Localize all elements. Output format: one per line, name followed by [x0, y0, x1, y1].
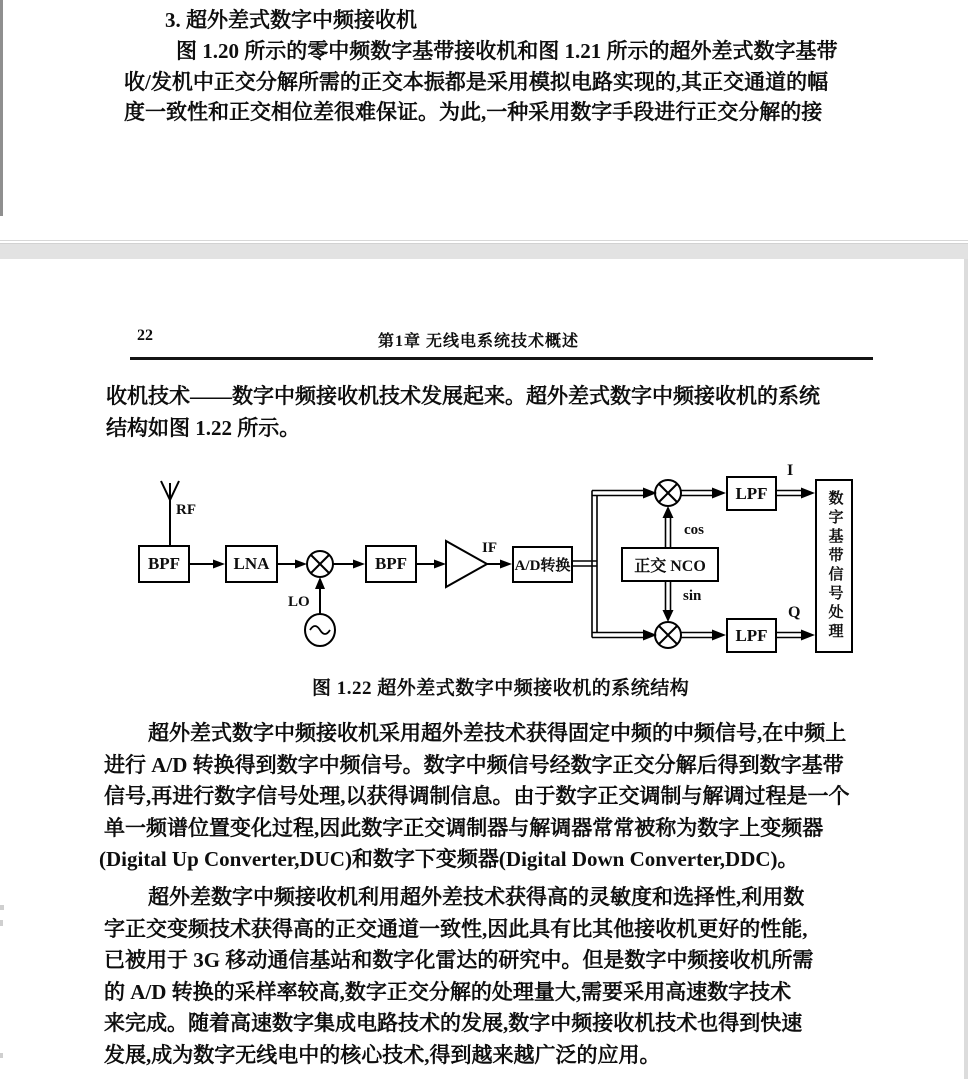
intro-paragraph: [106, 381, 886, 444]
oscillator-icon: [305, 614, 335, 646]
section-heading: 3. 超外差式数字中频接收机: [165, 8, 417, 32]
block-bpf-if: BPF: [365, 545, 417, 583]
figure-caption: 图 1.22 超外差式数字中频接收机的系统结构: [312, 678, 690, 699]
label-q: Q: [788, 604, 801, 621]
previous-page-text: [124, 5, 880, 128]
label-lo: LO: [288, 594, 310, 610]
mixer-icon: [655, 480, 681, 506]
previous-page-fragment: [0, 0, 968, 241]
scan-artifact: [0, 1053, 3, 1058]
body-line: 的 A/D 转换的采样率较高,数字正交分解的处理量大,需要采用高速数字技术: [104, 979, 792, 1004]
body-line: 信号,再进行数字信号处理,以获得调制信息。由于数字正交调制与解调过程是一个: [104, 784, 850, 808]
page-22: [0, 259, 968, 1079]
label-rf: RF: [176, 502, 196, 518]
header-rule: [130, 357, 873, 360]
block-quadrature-nco: 正交 NCO: [621, 547, 719, 582]
body-line: (Digital Up Converter,DUC)和数字下变频器(Digital Down Converter,DDC)。: [99, 847, 799, 871]
body-line: 超外差数字中频接收机利用超外差技术获得高的灵敏度和选择性,利用数: [148, 885, 805, 909]
block-adc: A/D转换: [512, 546, 573, 583]
page-number: 22: [137, 327, 153, 344]
dsp-vertical-label: 数字基带信号处理: [826, 490, 843, 642]
body-line: 结构如图 1.22 所示。: [106, 415, 301, 440]
paragraph: [104, 882, 886, 1071]
scan-artifact: [0, 920, 3, 926]
body-line: 超外差式数字中频接收机采用超外差技术获得固定中频的中频信号,在中频上: [148, 721, 847, 745]
scan-artifact: [0, 905, 4, 910]
block-bpf-rf: BPF: [138, 545, 190, 583]
body-line: 收/发机中正交分解所需的正交本振都是采用模拟电路实现的,其正交通道的幅: [124, 69, 829, 94]
block-digital-baseband-dsp: [815, 479, 853, 653]
page-edge-shadow: [964, 259, 968, 1079]
block-lpf-q: LPF: [726, 618, 777, 653]
amplifier-icon: [446, 541, 487, 587]
label-sin: sin: [683, 588, 702, 604]
body-line: 来完成。随着高速数字集成电路技术的发展,数字中频接收机技术也得到快速: [104, 1011, 803, 1035]
mixer-icon: [655, 622, 681, 648]
chapter-title: 第1章 无线电系统技术概述: [378, 333, 580, 350]
page-edge-line: [0, 0, 3, 216]
label-i: I: [787, 462, 794, 479]
body-line: 收机技术——数字中频接收机技术发展起来。超外差式数字中频接收机的系统: [106, 384, 820, 408]
body-line: 已被用于 3G 移动通信基站和数字化雷达的研究中。但是数字中频接收机所需: [104, 948, 814, 972]
body-line: 进行 A/D 转换得到数字中频信号。数字中频信号经数字正交分解后得到数字基带: [104, 752, 844, 777]
mixer-icon: [307, 551, 333, 577]
block-lna: LNA: [225, 545, 278, 583]
label-if: IF: [482, 540, 497, 556]
block-lpf-i: LPF: [726, 476, 777, 511]
paragraph: [99, 718, 886, 876]
body-line: 度一致性和正交相位差很难保证。为此,一种采用数字手段进行正交分解的接: [124, 100, 823, 125]
figure-1-22: [130, 462, 872, 668]
body-line: 发展,成为数字无线电中的核心技术,得到越来越广泛的应用。: [104, 1042, 661, 1067]
body-line: 字正交变频技术获得高的正交通道一致性,因此具有比其他接收机更好的性能,: [104, 916, 808, 941]
label-cos: cos: [684, 522, 704, 538]
body-line: 单一频谱位置变化过程,因此数字正交调制器与解调器常常被称为数字上变频器: [104, 815, 824, 840]
body-line: 图 1.20 所示的零中频数字基带接收机和图 1.21 所示的超外差式数字基带: [176, 38, 838, 63]
